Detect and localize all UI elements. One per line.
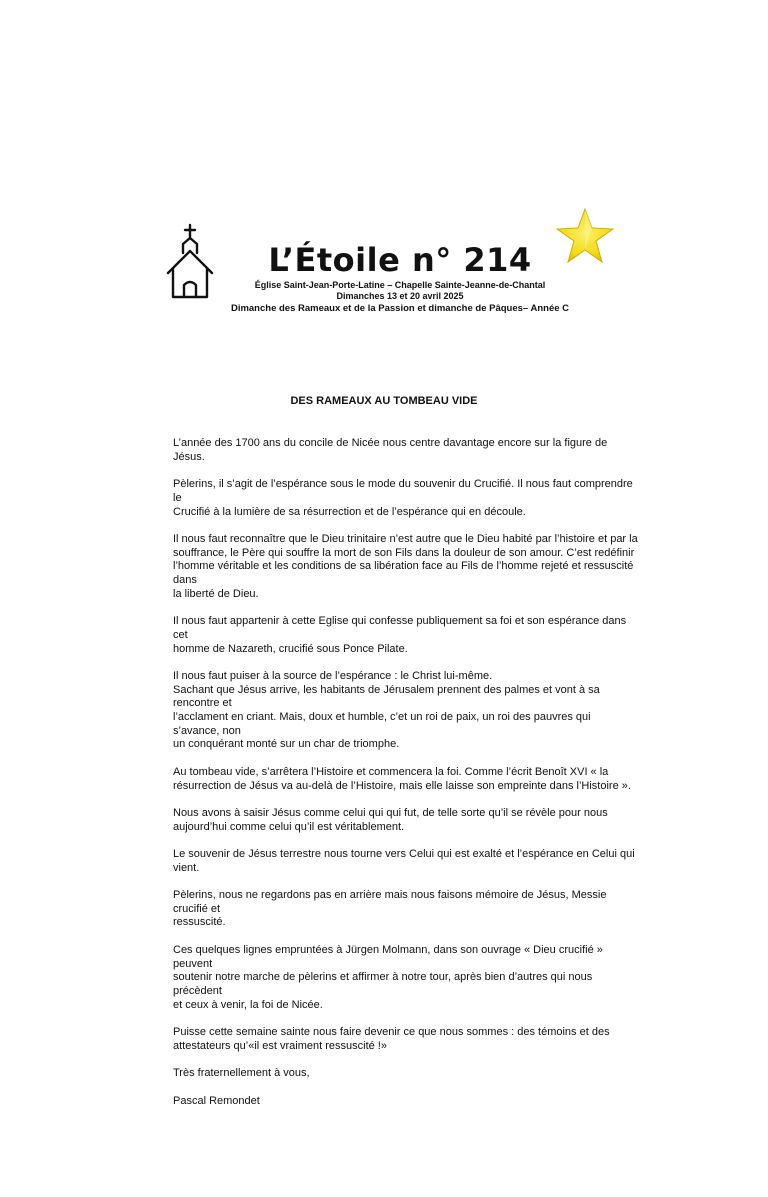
closing-line: Très fraternellement à vous,	[173, 1067, 310, 1080]
paragraph: Le souvenir de Jésus terrestre nous tourne vers Celui qui est exalté et l’espérance en Celui qui vient.	[173, 847, 635, 874]
paragraph: Pèlerins, il s’agit de l’espérance sous le mode du souvenir du Crucifié. Il nous faut comprendre le Crucifié à la lumière de sa résurrection et de l’espérance qui en découle.	[173, 478, 633, 518]
dates-line: Dimanches 13 et 20 avril 2025	[336, 291, 464, 301]
paragraph: Il nous faut puiser à la source de l’espérance : le Christ lui-même. Sachant que Jésus arrive, les habitants de Jérusalem prennent des palmes et vont à sa rencontre et l’acclament en criant. Mais, doux et humble, c’et un roi de paix, un roi des pauvres qui s’avance, non un conquérant monté sur un char de triomphe.	[173, 669, 600, 751]
paragraph: Pèlerins, nous ne regardons pas en arrière mais nous faisons mémoire de Jésus, Messie crucifié et ressuscité.	[173, 889, 607, 929]
paragraph: Nous avons à saisir Jésus comme celui qui qui fut, de telle sorte qu’il se révèle pour nous aujourd’hui comme celui qu’il est véritablement.	[173, 806, 608, 833]
paragraph: L’année des 1700 ans du concile de Nicée nous centre davantage encore sur la figure de Jésus.	[173, 437, 608, 463]
paragraph: Il nous faut reconnaître que le Dieu trinitaire n’est autre que le Dieu habité par l’histoire et par la souffrance, le Père qui souffre la mort de son Fils dans la douleur de son amour. C’est redéfinir l’homme véritable et les conditions de sa libération face au Fils de l’homme rejeté et ressuscité dans la liberté de Dieu.	[173, 532, 638, 600]
signature: Pascal Remondet	[173, 1094, 260, 1107]
paragraph: Il nous faut appartenir à cette Eglise qui confesse publiquement sa foi et son espérance dans cet homme de Nazareth, crucifié sous Ponce Pilate.	[173, 615, 627, 655]
masthead	[200, 240, 600, 315]
article-body	[173, 437, 638, 1122]
paragraph: Au tombeau vide, s’arrêtera l’Histoire et commencera la foi. Comme l’écrit Benoît XVI « la résurrection de Jésus va au-delà de l’Histoire, mais elle laisse son empreinte dans l’Histoire ».	[173, 765, 631, 792]
article-title: DES RAMEAUX AU TOMBEAU VIDE	[290, 395, 478, 407]
liturgy-line: Dimanche des Rameaux et de la Passion et dimanche de Pâques– Année C	[230, 303, 570, 314]
parishes-line: Église Saint-Jean-Porte-Latine – Chapelle Sainte-Jeanne-de-Chantal	[254, 280, 546, 290]
paragraph: Ces quelques lignes empruntées à Jürgen Molmann, dans son ouvrage « Dieu crucifié » peuvent soutenir notre marche de pèlerins et affirmer à notre tour, après bien d’autres qui nous précèdent et ceux à venir, la foi de Nicée.	[173, 943, 603, 1011]
paragraph: Puisse cette semaine sainte nous faire devenir ce que nous sommes : des témoins et des attestateurs qu’«il est vraiment ressuscité !»	[173, 1026, 610, 1052]
newsletter-title: L’Étoile n° 214	[268, 241, 532, 279]
